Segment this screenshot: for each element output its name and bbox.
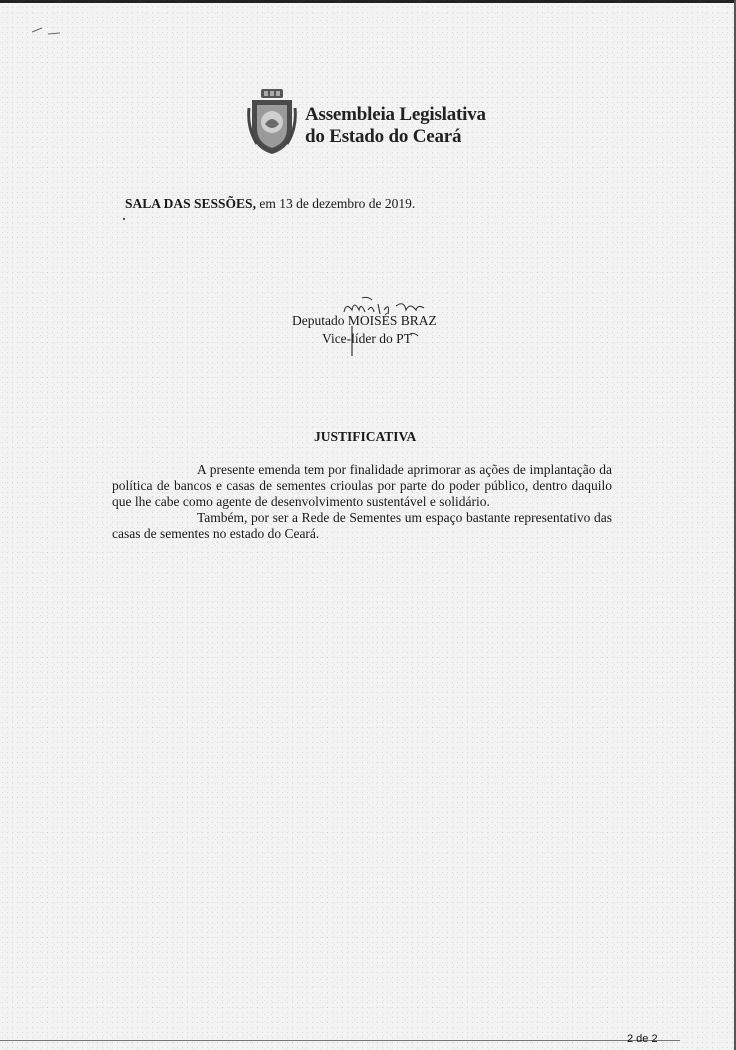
institution-line2: do Estado do Ceará <box>305 126 462 147</box>
state-coat-of-arms-icon <box>247 88 297 156</box>
scan-speck <box>120 215 130 225</box>
signatory-role: Vice-líder do PT <box>322 331 412 346</box>
signatory-name: Deputado MOISÉS BRAZ <box>292 313 437 328</box>
justification-paragraph: Também, por ser a Rede de Sementes um espaço bastante representativo das casas de sementes no estado do Ceará. <box>112 510 612 541</box>
session-label: SALA DAS SESSÕES, <box>125 196 256 211</box>
scan-edge-bottom <box>0 1040 680 1041</box>
justification-heading: JUSTIFICATIVA <box>314 429 417 444</box>
justification-paragraph: A presente emenda tem por finalidade aprimorar as ações de implantação da política de bancos e casas de sementes crioulas por parte do poder público, dentro daquilo que lhe cabe como agente de desenvolvimento sustentável e solidário. <box>112 462 612 509</box>
session-date: em 13 de dezembro de 2019. <box>259 196 416 211</box>
institution-line1: Assembleia Legislativa <box>305 104 486 125</box>
page-indicator: 2 de 2 <box>627 1033 658 1045</box>
institution-name <box>305 104 486 148</box>
scan-edge-top <box>0 0 736 3</box>
session-line <box>125 196 415 212</box>
scan-speck <box>30 24 70 38</box>
